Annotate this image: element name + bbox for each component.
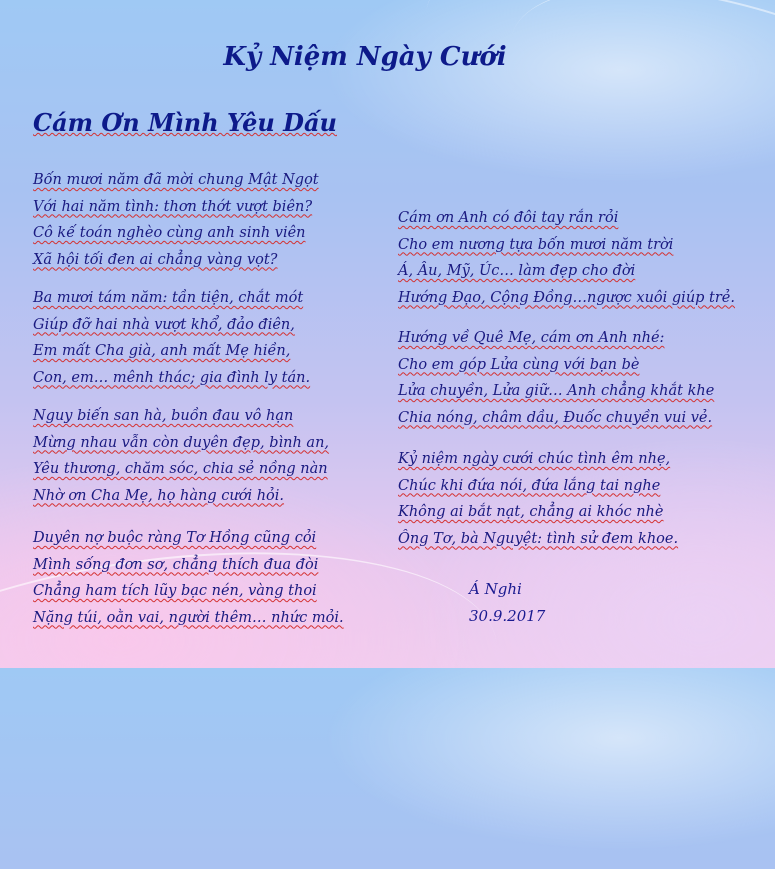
poem-line: Chẳng ham tích lũy bạc nén, vàng thoi — [33, 583, 317, 599]
poem-line: Xã hội tối đen ai chẳng vàng vọt? — [33, 251, 278, 268]
poem-line: Nguy biến san hà, buồn đau vô hạn — [33, 408, 294, 424]
poem-line: Cô kế toán nghèo cùng anh sinh viên — [33, 225, 306, 241]
poem-line: Con, em… mênh thác; gia đình ly tán. — [33, 369, 311, 386]
poem-line: Ba mươi tám năm: tần tiện, chắt mót — [33, 290, 304, 306]
poem-line: Mình sống đơn sơ, chẳng thích đua đòi — [33, 556, 319, 573]
poem-line: Chúc khi đứa nói, đứa lắng tai nghe — [398, 477, 661, 494]
poem-line: Cám ơn Anh có đôi tay rắn rỏi — [398, 210, 619, 226]
poem-line: Bốn mươi năm đã mời chung Mật Ngọt — [33, 172, 319, 188]
poem-line: Nhờ ơn Cha Mẹ, họ hàng cưới hỏi. — [33, 487, 285, 504]
poem-line: Hướng Đạo, Cộng Đồng…ngược xuôi giúp trẻ. — [398, 289, 735, 306]
poem-line: Chia nóng, châm dầu, Đuốc chuyền vui vẻ. — [398, 409, 713, 426]
author-name: Á Nghi — [469, 580, 522, 598]
poem-line: Giúp đỡ hai nhà vượt khổ, đảo điên, — [33, 316, 295, 333]
poem-date: 30.9.2017 — [469, 607, 546, 625]
poem-line: Với hai năm tình: thơn thớt vượt biên? — [33, 198, 313, 215]
poem-line: Yêu thương, chăm sóc, chia sẻ nồng nàn — [33, 461, 328, 477]
poem-line: Không ai bắt nạt, chẳng ai khóc nhè — [398, 504, 664, 520]
poem-line: Kỷ niệm ngày cưới chúc tình êm nhẹ, — [398, 451, 671, 467]
poem-title: Kỷ Niệm Ngày Cưới — [223, 42, 507, 72]
poem-line: Ông Tơ, bà Nguyệt: tình sử đem khoe. — [398, 530, 679, 547]
poem-line: Em mất Cha già, anh mất Mẹ hiền, — [33, 343, 291, 359]
poem-line: Nặng túi, oằn vai, người thêm… nhức mỏi. — [33, 609, 344, 626]
poem-line: Lửa chuyền, Lửa giữ… Anh chẳng khắt khe — [398, 383, 715, 399]
poem-line: Cho em nương tựa bốn mươi năm trời — [398, 236, 674, 253]
poem-line: Á, Âu, Mỹ, Úc… làm đẹp cho đời — [398, 263, 636, 279]
poem-subtitle: Cám Ơn Mình Yêu Dấu — [33, 108, 337, 137]
poem-line: Hướng về Quê Mẹ, cám ơn Anh nhé: — [398, 330, 665, 346]
poem-line: Cho em góp Lửa cùng với bạn bè — [398, 356, 640, 373]
poem-line: Duyên nợ buộc ràng Tơ Hồng cũng cỏi — [33, 530, 317, 546]
poem-line: Mừng nhau vẫn còn duyên đẹp, bình an, — [33, 434, 330, 451]
